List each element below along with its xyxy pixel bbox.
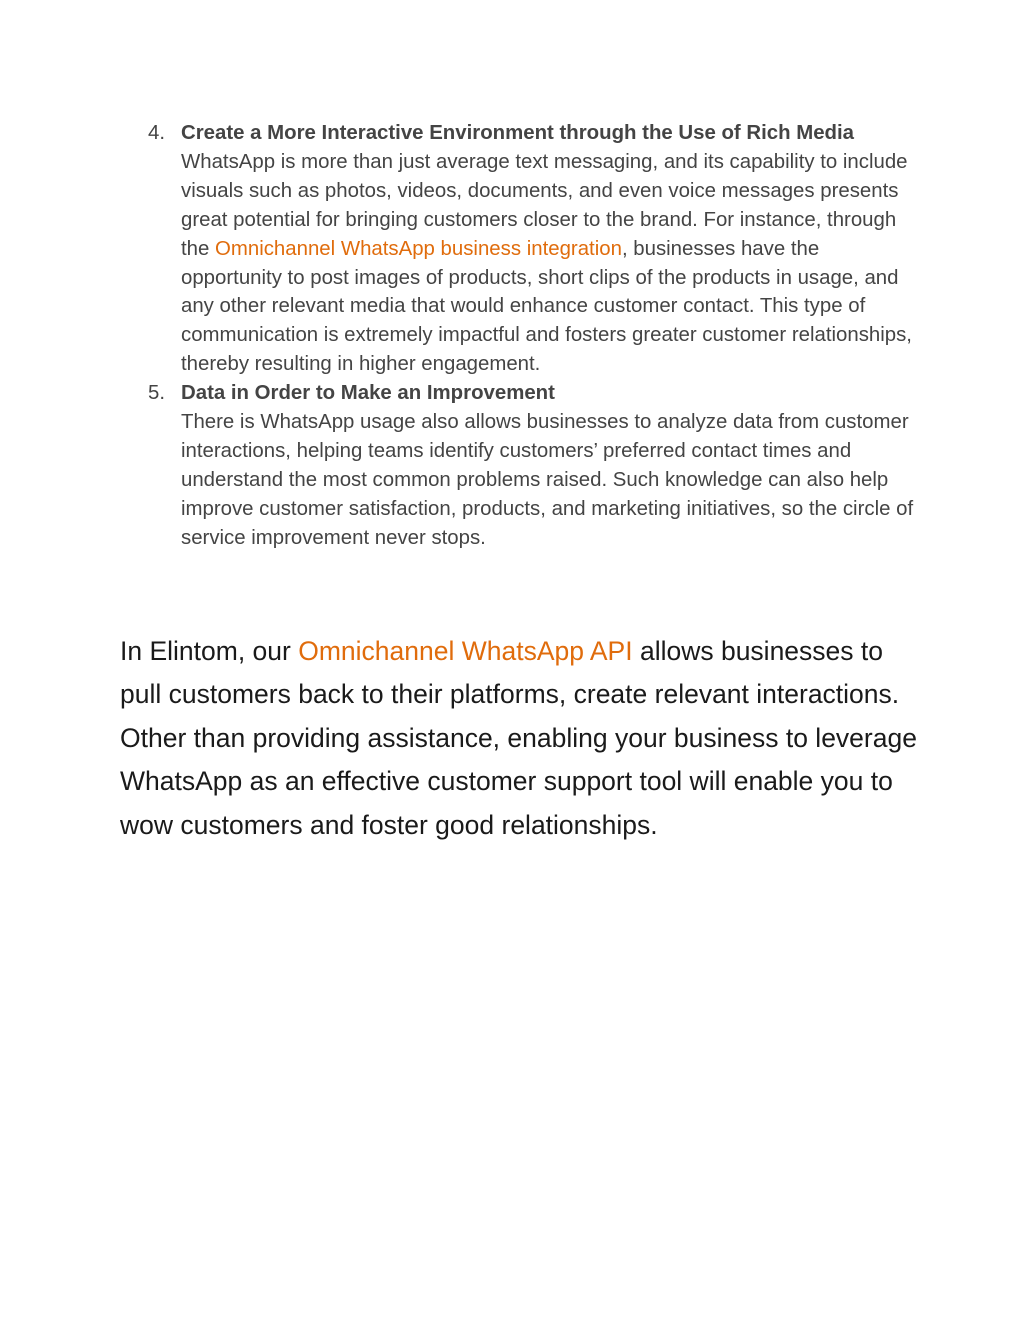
omnichannel-whatsapp-business-integration-link[interactable]: Omnichannel WhatsApp business integration [215,237,622,260]
list-item-body: There is WhatsApp usage also allows businesses to analyze data from customer interactions, helping teams identify customers’ preferred contact times and understand the most common problems raised. Such knowledge can also help improve customer satisfaction, products, and marketing initiatives, so the circle of service improvement never stops. [181,411,914,549]
list-item-body-text-continued: , businesses have the opportunity to post images of products, short clips of the products in usage, and any other relevant media that would enhance customer contact. This type of communication is extremely impactful and fosters greater customer relationships, thereby resulting in higher engagement. [181,237,912,376]
list-item-number: 4. [148,122,166,144]
closing-text-continued: allows businesses to pull customers back to their platforms, create relevant interactions. Other than providing assistance, enabling your business to leverage WhatsApp as an effective customer support tool will enable you to wow customers and foster good relationships. [120,636,917,840]
list-item-data-improvement [148,379,918,552]
closing-paragraph [120,630,920,847]
list-item-body-text: WhatsApp is more than just average text messaging, and its capability to include visuals such as photos, videos, documents, and even voice messages presents great potential for bringing customers closer to the brand. For instance, through the [181,150,908,260]
numbered-list [148,119,918,553]
omnichannel-whatsapp-api-link[interactable]: Omnichannel WhatsApp API [298,636,633,666]
list-item-number: 5. [148,382,166,405]
list-item-heading: Data in Order to Make an Improvement [181,382,555,405]
list-item-heading: Create a More Interactive Environment through the Use of Rich Media [181,122,855,144]
closing-text: In Elintom, our [120,636,299,666]
list-item-rich-media [148,119,918,379]
list-item-body [181,148,918,379]
